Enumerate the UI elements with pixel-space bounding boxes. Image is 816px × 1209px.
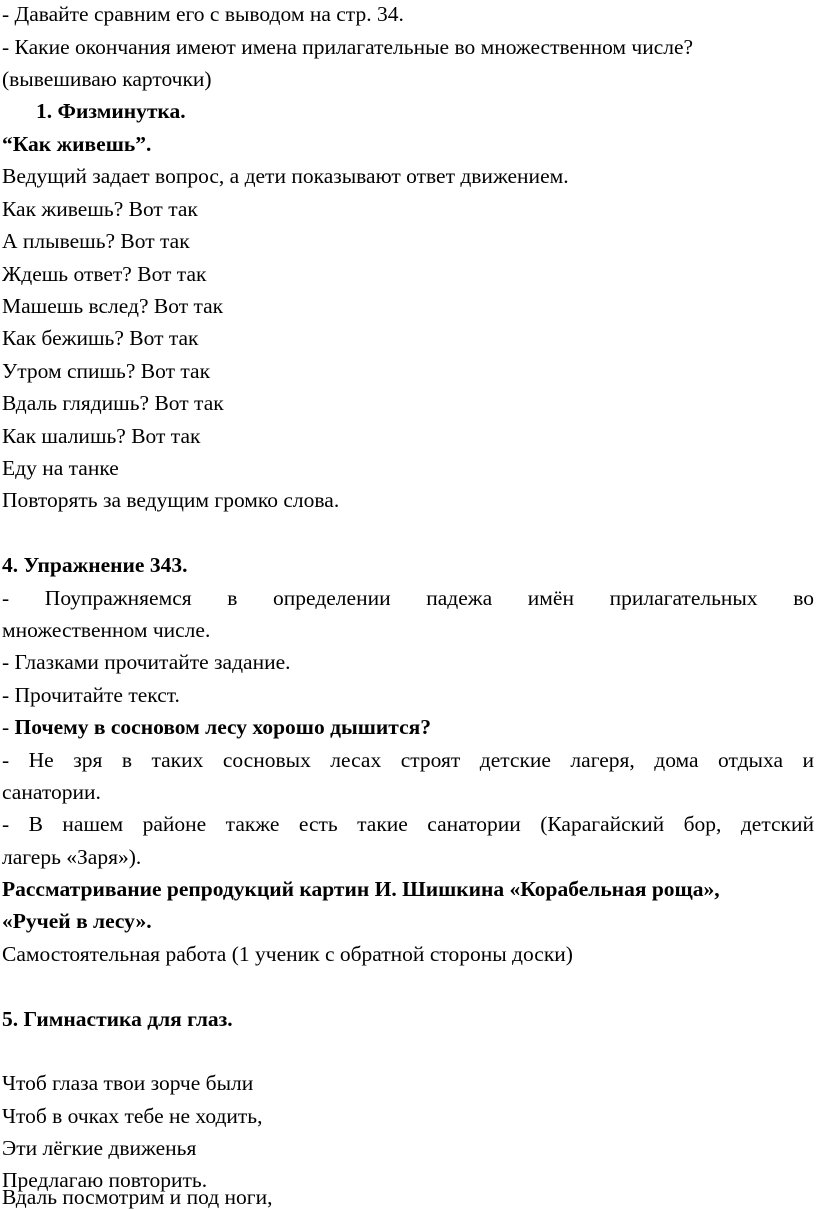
exercise-line-camps-cont: санатории. <box>2 780 101 804</box>
fizminutka-closing: Повторять за ведущим громко слова. <box>2 488 340 512</box>
fizminutka-instruction: Ведущий задает вопрос, а дети показывают ответ движением. <box>2 164 569 188</box>
gymnastics-heading: 5. Гимнастика для глаз. <box>2 1007 233 1031</box>
poem-line-partial: Вдаль посмотрим и под ноги, <box>2 1185 273 1209</box>
verse-line: Вдаль глядишь? Вот так <box>2 391 224 415</box>
exercise-heading: 4. Упражнение 343. <box>2 553 188 577</box>
verse-line: Как бежишь? Вот так <box>2 326 199 350</box>
exercise-line-practice: - Поупражняемся в определении падежа имён прилагательных во <box>2 586 814 610</box>
verse-line: А плывешь? Вот так <box>2 229 190 253</box>
exercise-line-read-text: - Прочитайте текст. <box>2 683 180 707</box>
poem-line: Чтоб в очках тебе не ходить, <box>2 1104 263 1128</box>
verse-line: Ждешь ответ? Вот так <box>2 262 207 286</box>
paintings-line: Рассматривание репродукций картин И. Шишкина «Корабельная роща», <box>2 877 720 901</box>
intro-line-compare: - Давайте сравним его с выводом на стр. 34. <box>2 2 404 26</box>
fizminutka-title: “Как живешь”. <box>2 132 152 156</box>
intro-line-question: - Какие окончания имеют имена прилагательные во множественном числе? <box>2 35 694 59</box>
exercise-question <box>2 715 431 739</box>
intro-line-cards: (вывешиваю карточки) <box>2 67 212 91</box>
independent-work-line: Самостоятельная работа (1 ученик с обратной стороны доски) <box>2 942 573 966</box>
question-bold-text: Почему в сосновом лесу хорошо дышится? <box>14 715 432 739</box>
poem-line: Чтоб глаза твои зорче были <box>2 1071 254 1095</box>
exercise-line-read-task: - Глазками прочитайте задание. <box>2 650 291 674</box>
exercise-line-camps: - Не зря в таких сосновых лесах строят детские лагеря, дома отдыха и <box>2 748 814 772</box>
question-dash: - <box>2 715 15 739</box>
exercise-line-district-cont: лагерь «Заря»). <box>2 845 142 869</box>
verse-line: Машешь вслед? Вот так <box>2 294 224 318</box>
fizminutka-heading: 1. Физминутка. <box>36 99 186 123</box>
exercise-line-district: - В нашем районе также есть такие санатории (Карагайский бор, детский <box>2 812 814 836</box>
poem-line: Эти лёгкие движенья <box>2 1136 197 1160</box>
verse-line: Еду на танке <box>2 456 119 480</box>
exercise-line-practice-cont: множественном числе. <box>2 618 211 642</box>
poem-line: Предлагаю повторить. <box>2 1168 208 1192</box>
verse-line: Как шалишь? Вот так <box>2 424 201 448</box>
verse-line: Утром спишь? Вот так <box>2 359 211 383</box>
verse-line: Как живешь? Вот так <box>2 197 198 221</box>
paintings-line-cont: «Ручей в лесу». <box>2 909 152 933</box>
